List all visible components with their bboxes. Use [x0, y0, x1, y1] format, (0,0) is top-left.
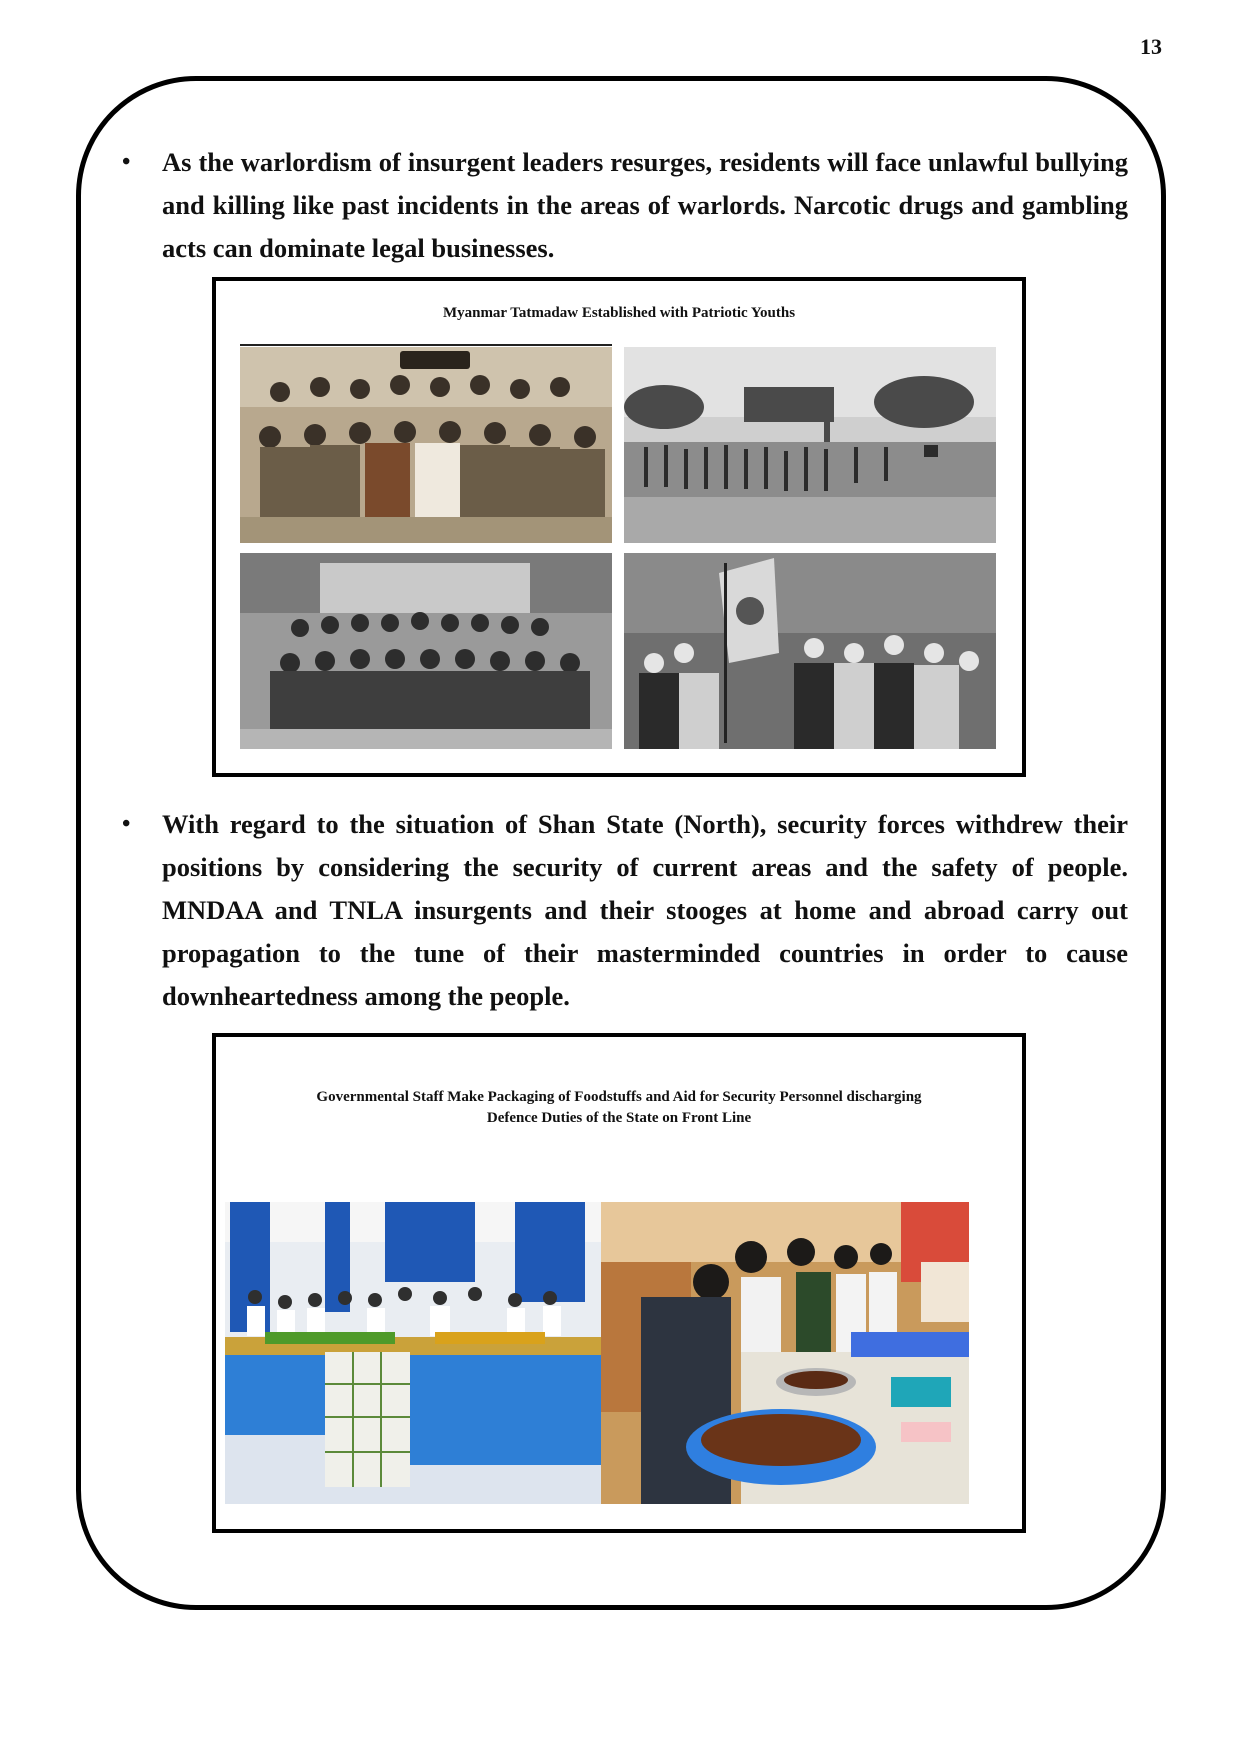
figure-food-packaging: [212, 1033, 1026, 1533]
photo-food-sorting: [601, 1202, 969, 1504]
title-rule: [240, 344, 612, 346]
photo-crowd-flag-bw: [624, 553, 996, 749]
bullet-text: As the warlordism of insurgent leaders resurges, residents will face unlawful bullying and killing like past incidents in the areas of warlords. Narcotic drugs and gambling acts can dominate legal businesses.: [162, 147, 1128, 263]
bullet-symbol: •: [122, 149, 131, 175]
figure-title: Myanmar Tatmadaw Established with Patriotic Youths: [442, 305, 796, 321]
figure-title-line-1: Governmental Staff Make Packaging of Foodstuffs and Aid for Security Personnel discharging: [316, 1089, 922, 1105]
bullet-symbol: •: [122, 811, 131, 837]
photo-group-portrait-sepia: [240, 347, 612, 543]
bullet-item: [118, 141, 1128, 270]
photo-hall-packaging: [225, 1202, 601, 1504]
bullet-text: With regard to the situation of Shan State (North), security forces withdrew their positions by considering the security of current areas and the safety of people. MNDAA and TNLA insurgents and their stooges at home and abroad carry out propagation to the tune of their masterminded countries in order to cause downheartedness among the people.: [162, 809, 1128, 1011]
page-number: 13: [1140, 34, 1162, 59]
figure-title-line-2: Defence Duties of the State on Front Line: [486, 1110, 752, 1126]
photo-street-parade-bw: [624, 347, 996, 543]
photo-officers-group-bw: [240, 553, 612, 749]
figure-historic-photos: [212, 277, 1026, 777]
bullet-item: [118, 803, 1128, 1018]
